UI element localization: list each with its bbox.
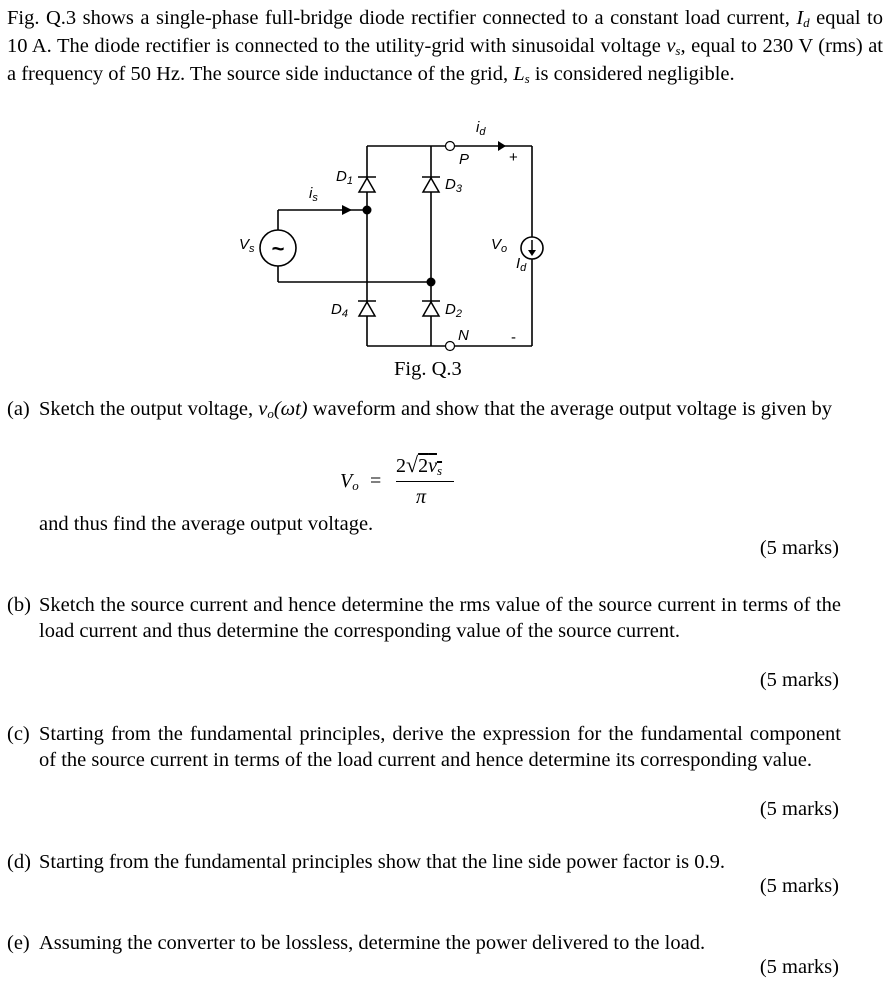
diode-d3 — [422, 177, 440, 192]
vs-label: $V_s$ — [239, 236, 255, 255]
n-label: N — [458, 327, 469, 344]
d1-label: $D_1$ — [336, 168, 353, 187]
marks-b: (5 marks) — [759, 669, 839, 691]
question-e — [7, 930, 841, 956]
figure-caption: Fig. Q.3 — [394, 358, 462, 380]
junction-node-b — [427, 278, 436, 287]
question-b-text: Sketch the source current and hence determine the rms value of the source current in terms of the load current and thus determine the corresponding value of the source current. — [39, 594, 841, 642]
question-b — [7, 592, 841, 644]
question-c — [7, 721, 841, 773]
question-e-text: Assuming the converter to be lossless, determine the power delivered to the load. — [39, 932, 706, 954]
question-d-text: Starting from the fundamental principles show that the line side power factor is 0.9. — [39, 851, 726, 873]
terminal-n — [446, 342, 455, 351]
question-c-text: Starting from the fundamental principles, derive the expression for the fundamental component of the source current in terms of the load current and hence determine its corresponding value. — [39, 723, 841, 771]
question-a-text: Sketch the output voltage, $v_o(\omega t)$ waveform and show that the average output voltage is given by — [39, 398, 832, 421]
terminal-p — [446, 142, 455, 151]
diode-d1 — [358, 177, 376, 192]
source-voltage-symbol: $v_s$ — [666, 35, 681, 58]
marks-c: (5 marks) — [759, 798, 839, 820]
diode-d2 — [422, 301, 440, 316]
p-label: P — [459, 151, 470, 168]
d2-label: $D_2$ — [445, 301, 462, 320]
is-label: $i_s$ — [309, 185, 318, 204]
marks-e: (5 marks) — [759, 956, 839, 978]
question-d-label: (d) — [7, 851, 31, 873]
id-label: $i_d$ — [476, 119, 486, 138]
vo-label: $V_o$ — [491, 236, 508, 255]
problem-statement: Fig. Q.3 shows a single-phase full-bridge diode rectifier connected to a constant load current, $I_d$ equal to 10 A. The diode rectifier is connected to the utility-grid with sinusoidal voltage $v_s$, equal to 230 V (rms) at a frequency of 50 Hz. The source side inductance of the grid, $L_s$ is considered negligible. — [7, 7, 883, 86]
plus-sign: + — [509, 149, 518, 166]
diode-d4 — [358, 301, 376, 316]
question-e-label: (e) — [7, 932, 30, 954]
is-arrow-icon — [342, 205, 352, 215]
load-current-label: $I_d$ — [516, 255, 527, 274]
marks-a: (5 marks) — [759, 537, 839, 559]
rectifier-circuit-diagram — [0, 110, 889, 380]
id-arrow-icon — [498, 141, 506, 151]
d3-label: $D_3$ — [445, 176, 462, 195]
svg-text:~: ~ — [271, 236, 285, 261]
d4-label: $D_4$ — [331, 301, 348, 320]
junction-node-a — [363, 206, 372, 215]
question-c-label: (c) — [7, 723, 30, 745]
load-current-symbol: $I_d$ — [796, 7, 810, 30]
current-source-icon — [521, 237, 543, 259]
question-b-label: (b) — [7, 594, 31, 616]
ac-source-icon — [260, 230, 296, 266]
minus-sign: - — [511, 329, 516, 346]
source-inductance-symbol: $L_s$ — [513, 63, 530, 86]
marks-d: (5 marks) — [759, 875, 839, 897]
question-a — [7, 396, 841, 422]
question-a-label: (a) — [7, 398, 30, 420]
question-d — [7, 849, 841, 875]
question-a-continuation: and thus find the average output voltage. — [39, 513, 374, 535]
